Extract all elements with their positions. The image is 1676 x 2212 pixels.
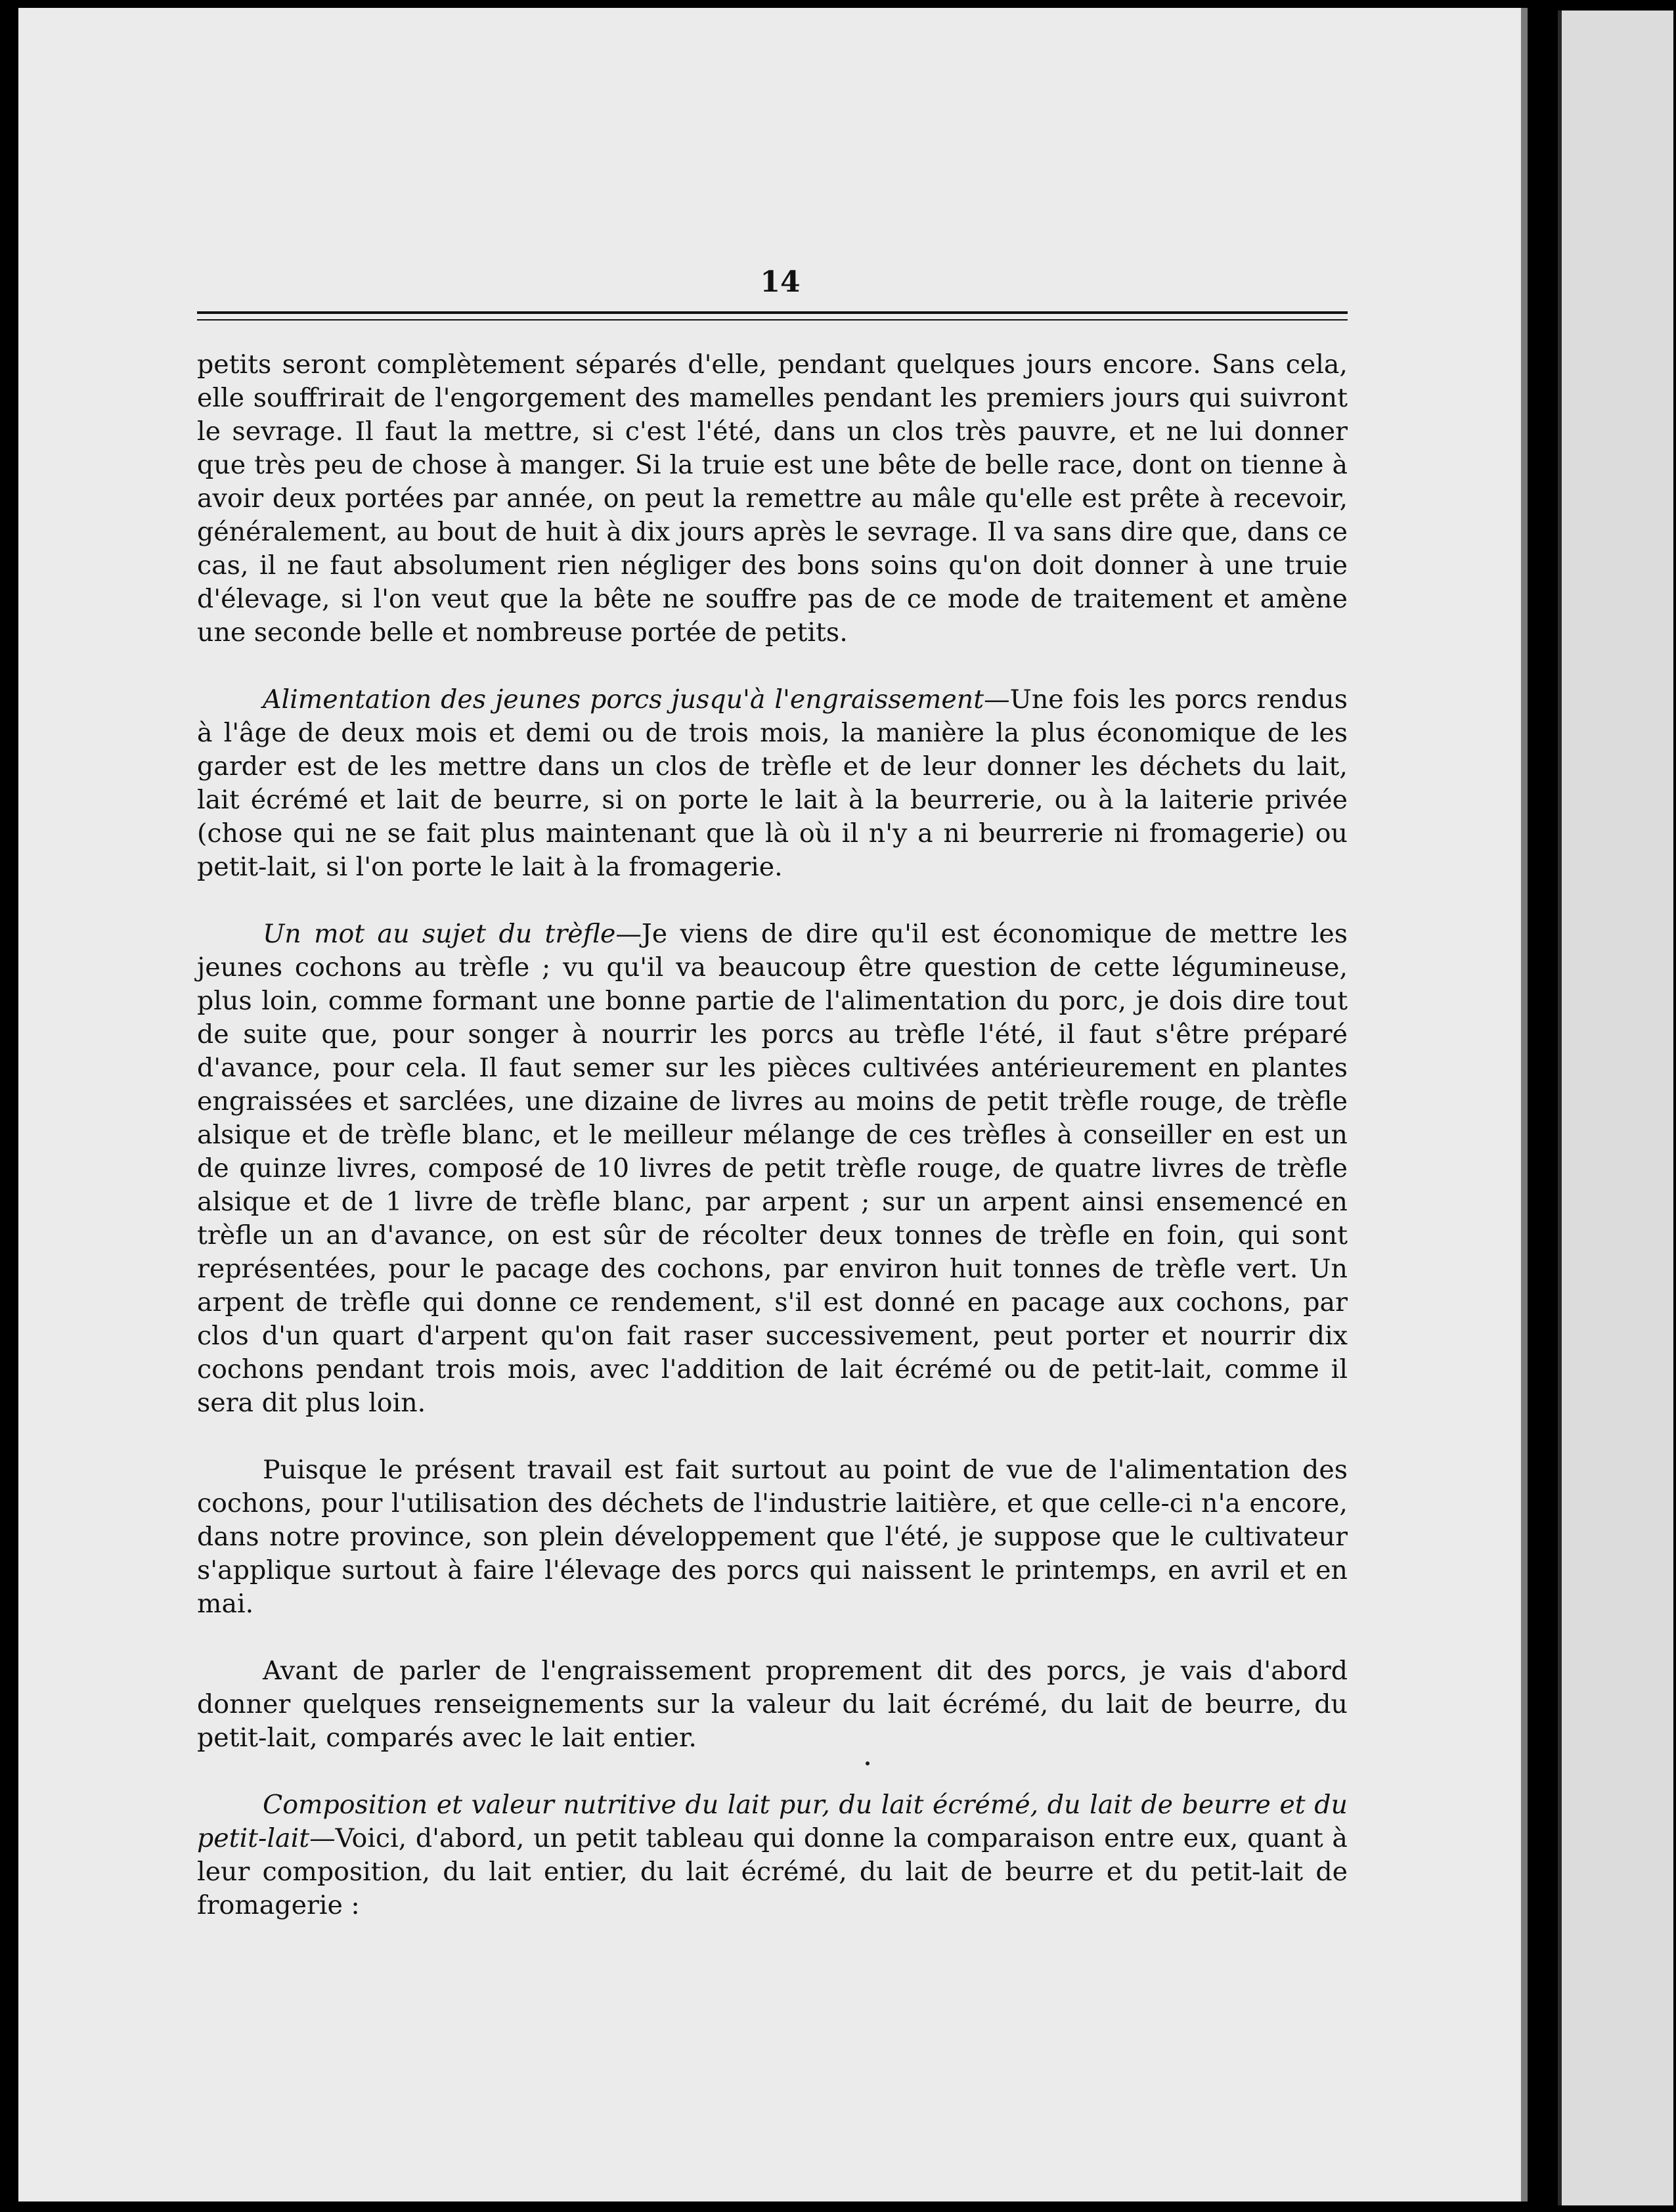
- page-number: 14: [760, 265, 801, 299]
- adjacent-page-edge: [1558, 11, 1673, 2205]
- page-edge-shadow: [1521, 8, 1528, 2201]
- paragraph-6: [197, 1788, 1348, 1922]
- paragraph-3-body: —Je viens de dire qu'il est économique de mettre les jeunes cochons au trèfle ; vu qu'il va beaucoup être question de cette légumineuse, plus loin, comme formant une bonne partie de l'alimentation du porc, je dois dire tout de suite que, pour songer à nourrir les porcs au trèfle l'été, il faut s'être préparé d'avance, pour cela. Il faut semer sur les pièces cultivées antérieurement en plantes engraissées et sarclées, une dizaine de livres au moins de petit trèfle rouge, de trèfle alsique et de trèfle blanc, et le meilleur mélange de ces trèfles à conseiller en est un de quinze livres, composé de 10 livres de petit trèfle rouge, de quatre livres de trèfle alsique et de 1 livre de trèfle blanc, par arpent ; sur un arpent ainsi ensemencé en trèfle un an d'avance, on est sûr de récolter deux tonnes de trèfle en foin, qui sont représentées, pour le pacage des cochons, par environ huit tonnes de trèfle vert. Un arpent de trèfle qui donne ce rendement, s'il est donné en pacage aux cochons, par clos d'un quart d'arpent qu'on fait raser successivement, peut porter et nourrir dix cochons pendant trois mois, avec l'addition de lait écrémé ou de petit-lait, comme il sera dit plus loin.: [197, 919, 1348, 1418]
- body-text: [197, 348, 1348, 1956]
- paragraph-5: [197, 1654, 1348, 1755]
- paragraph-2-heading: Alimentation des jeunes porcs jusqu'à l'engraissement: [263, 684, 984, 715]
- paragraph-2: [197, 683, 1348, 884]
- paragraph-1: [197, 348, 1348, 650]
- scan-speck: [866, 1761, 870, 1765]
- paragraph-4-body: Puisque le présent travail est fait surtout au point de vue de l'alimentation des cochons, pour l'utilisation des déchets de l'industrie laitière, et que celle-ci n'a encore, dans notre province, son plein développement que l'été, je suppose que le cultivateur s'applique surtout à faire l'élevage des porcs qui naissent le printemps, en avril et en mai.: [197, 1455, 1348, 1619]
- paragraph-1-body: petits seront complètement séparés d'elle, pendant quelques jours encore. Sans cela, elle souffrirait de l'engorgement des mamelles pendant les premiers jours qui suivront le sevrage. Il faut la mettre, si c'est l'été, dans un clos très pauvre, et ne lui donner que très peu de chose à manger. Si la truie est une bête de belle race, dont on tienne à avoir deux portées par année, on peut la remettre au mâle qu'elle est prête à recevoir, généralement, au bout de huit à dix jours après le sevrage. Il va sans dire que, dans ce cas, il ne faut absolument rien négliger des bons soins qu'on doit donner à une truie d'élevage, si l'on veut que la bête ne souffre pas de ce mode de traitement et amène une seconde belle et nombreuse portée de petits.: [197, 349, 1348, 648]
- paragraph-2-body: —Une fois les porcs rendus à l'âge de deux mois et demi ou de trois mois, la manière la plus économique de les garder est de les mettre dans un clos de trèfle et de leur donner les déchets du lait, lait écrémé et lait de beurre, si on porte le lait à la beurrerie, ou à la laiterie privée (chose qui ne se fait plus maintenant que là où il n'y a ni beurrerie ni fromagerie) ou petit-lait, si l'on porte le lait à la fromagerie.: [197, 684, 1348, 882]
- paragraph-6-heading: Composition et valeur nutritive du lait pur, du lait écrémé, du lait de beurre et du petit-lait: [197, 1790, 1348, 1853]
- document-page: [18, 8, 1528, 2201]
- paragraph-4: [197, 1453, 1348, 1621]
- paragraph-5-body: Avant de parler de l'engraissement proprement dit des porcs, je vais d'abord donner quelques renseignements sur la valeur du lait écrémé, du lait de beurre, du petit-lait, comparés avec le lait entier.: [197, 1656, 1348, 1753]
- paragraph-3-heading: Un mot au sujet du trèfle: [263, 919, 616, 949]
- paragraph-3: [197, 918, 1348, 1420]
- paragraph-6-body: —Voici, d'abord, un petit tableau qui donne la comparaison entre eux, quant à leur composition, du lait entier, du lait écrémé, du lait de beurre et du petit-lait de fromagerie :: [197, 1823, 1348, 1920]
- header-rule-thin: [197, 319, 1348, 321]
- header-rule: [197, 311, 1348, 314]
